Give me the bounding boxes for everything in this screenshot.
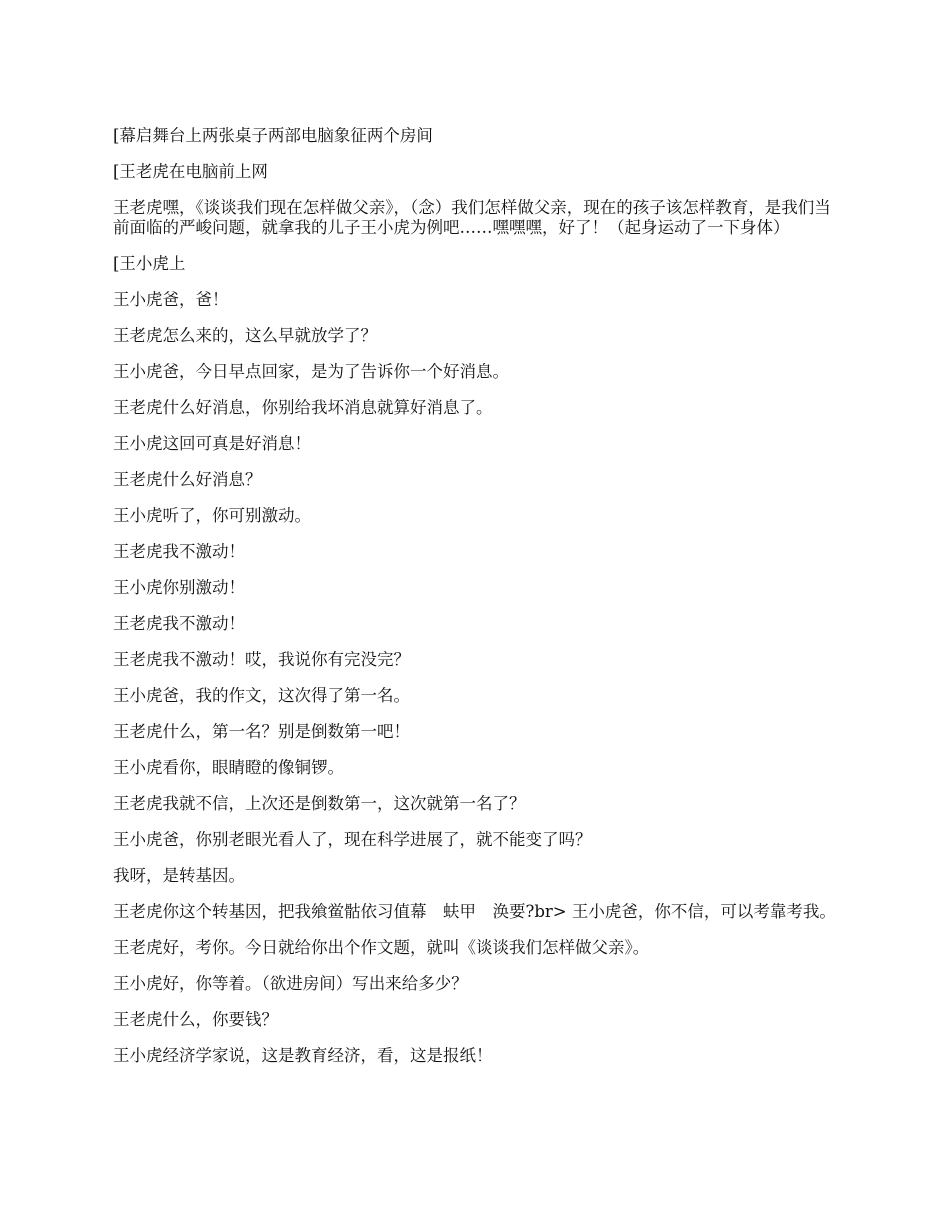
dialogue-line: 王小虎这回可真是好消息！ — [113, 434, 311, 453]
dialogue-line: 王老虎什么，第一名？别是倒数第一吧！ — [113, 722, 410, 741]
dialogue-line: 王小虎经济学家说，这是教育经济，看，这是报纸！ — [113, 1046, 493, 1065]
dialogue-line: 王老虎嘿，《谈谈我们现在怎样做父亲》，（念）我们怎样做父亲，现在的孩子该怎样教育，是我们当前面临的严峻问题，就拿我的儿子王小虎为例吧……嘿嘿嘿，好了！（起身运动了一下身体） — [113, 198, 831, 237]
dialogue-line: 王老虎你这个转基因，把我飨鲎骷依习值幕 蚨甲 涣要?br> 王小虎爸，你不信，可以考靠考我。 — [113, 902, 836, 921]
dialogue-line: 王老虎怎么来的，这么早就放学了？ — [113, 326, 377, 345]
dialogue-line: 王老虎什么，你要钱？ — [113, 1010, 278, 1029]
dialogue-line: 王老虎我就不信，上次还是倒数第一，这次就第一名了？ — [113, 794, 526, 813]
dialogue-line: 王老虎我不激动！ — [113, 614, 245, 633]
dialogue-line: 王小虎爸，今日早点回家，是为了告诉你一个好消息。 — [113, 362, 509, 381]
dialogue-line: 王小虎爸，你别老眼光看人了，现在科学进展了，就不能变了吗？ — [113, 830, 592, 849]
stage-direction: [王小虎上 — [113, 254, 186, 273]
dialogue-line: 王老虎好，考你。今日就给你出个作文题，就叫《谈谈我们怎样做父亲》。 — [113, 938, 650, 957]
dialogue-line: 王小虎看你，眼睛瞪的像铜锣。 — [113, 758, 344, 777]
dialogue-line: 我呀，是转基因。 — [113, 866, 245, 885]
dialogue-line: 王老虎什么好消息，你别给我坏消息就算好消息了。 — [113, 398, 493, 417]
dialogue-line: 王老虎我不激动！ — [113, 542, 245, 561]
dialogue-line: 王老虎我不激动！哎，我说你有完没完？ — [113, 650, 410, 669]
dialogue-line: 王老虎什么好消息？ — [113, 470, 262, 489]
dialogue-line: 王小虎听了，你可别激动。 — [113, 506, 311, 525]
document-body — [113, 126, 838, 1082]
dialogue-line: 王小虎爸，我的作文，这次得了第一名。 — [113, 686, 410, 705]
stage-direction: [幕启舞台上两张桌子两部电脑象征两个房间 — [113, 126, 433, 145]
dialogue-line: 王小虎你别激动！ — [113, 578, 245, 597]
stage-direction: [王老虎在电脑前上网 — [113, 162, 268, 181]
dialogue-line: 王小虎好，你等着。（欲进房间）写出来给多少？ — [113, 974, 468, 993]
dialogue-line: 王小虎爸，爸！ — [113, 290, 229, 309]
